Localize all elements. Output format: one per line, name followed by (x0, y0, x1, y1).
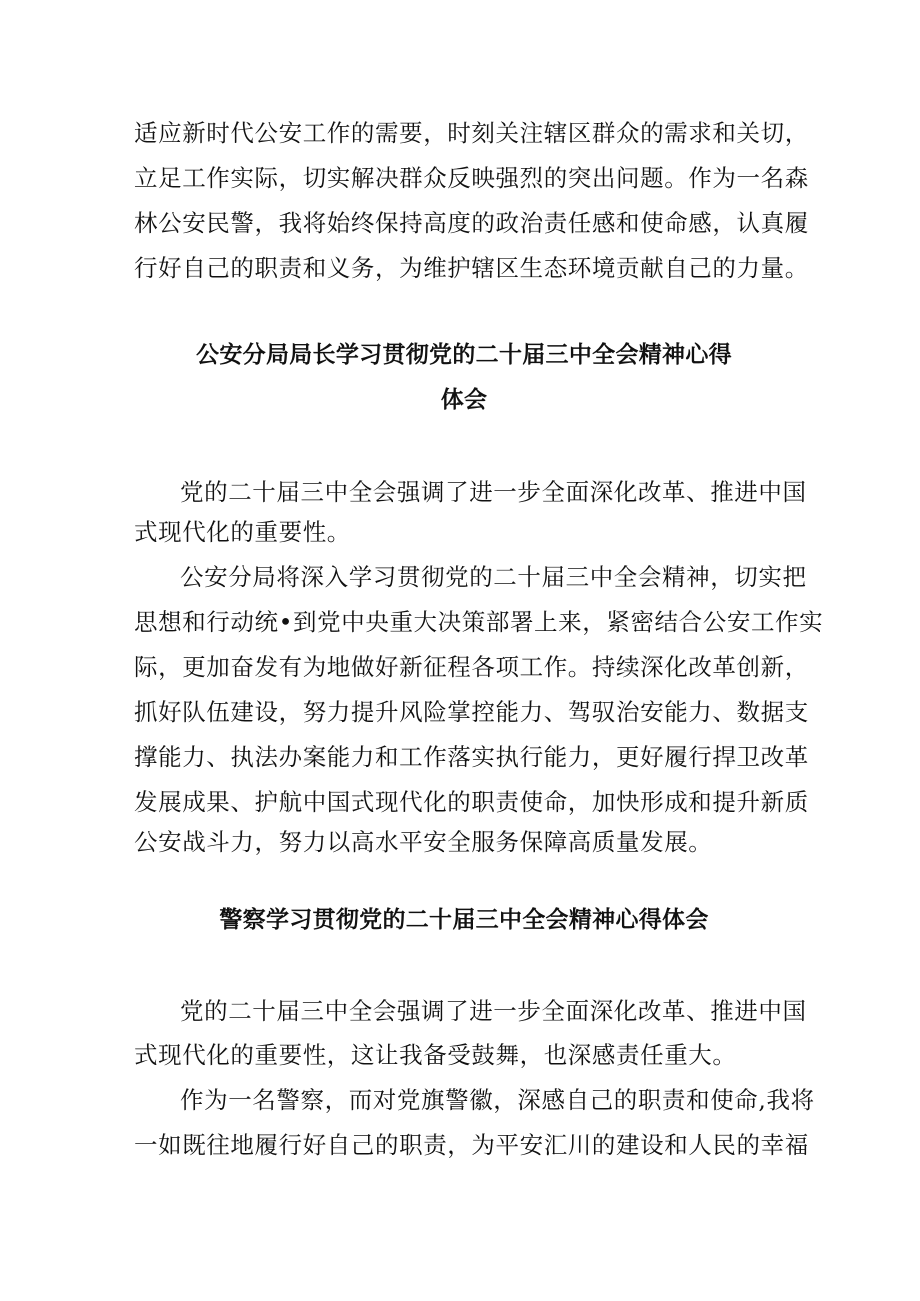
intro-line: 行好自己的职责和义务，为维护辖区生态环境贡献自己的力量。 (134, 254, 809, 282)
paragraph-line: 式现代化的重要性，这让我备受鼓舞，也深感责任重大。 (134, 1041, 737, 1069)
paragraph-line: 发展成果、护航中国式现代化的职责使命，加快形成和提升新质 (134, 788, 809, 816)
paragraph-line: 公安战斗力，努力以高水平安全服务保障高质量发展。 (134, 828, 713, 856)
paragraph-line: 际，更加奋发有为地做好新征程各项工作。持续深化改革创新， (134, 653, 809, 681)
paragraph-line: 思想和行动统•到党中央重大决策部署上来，紧密结合公安工作实 (134, 608, 824, 636)
section-heading: 公安分局局长学习贯彻党的二十届三中全会精神心得 (196, 342, 732, 368)
paragraph-line: 一如既往地履行好自己的职责，为平安汇川的建设和人民的幸福 (134, 1131, 809, 1159)
paragraph-line: 作为一名警察，而对党旗警徽，深感自己的职责和使命,我将 (180, 1086, 815, 1114)
paragraph-line: 式现代化的重要性。 (134, 518, 351, 546)
paragraph-line: 党的二十届三中全会强调了进一步全面深化改革、推进中国 (180, 478, 807, 506)
paragraph-line: 公安分局将深入学习贯彻党的二十届三中全会精神，切实把 (180, 563, 807, 591)
paragraph-line: 撑能力、执法办案能力和工作落实执行能力，更好履行捍卫改革 (134, 743, 809, 771)
paragraph-line: 抓好队伍建设，努力提升风险掌控能力、驾驭治安能力、数据支 (134, 698, 809, 726)
paragraph-line: 党的二十届三中全会强调了进一步全面深化改革、推进中国 (180, 997, 807, 1025)
intro-line: 林公安民警，我将始终保持高度的政治责任感和使命感，认真履 (134, 209, 809, 237)
section-heading-continued: 体会 (440, 387, 488, 413)
intro-line: 立足工作实际，切实解决群众反映强烈的突出问题。作为一名森 (134, 164, 809, 192)
intro-line: 适应新时代公安工作的需要，时刻关注辖区群众的需求和关切， (134, 119, 809, 147)
section-heading: 警察学习贯彻党的二十届三中全会精神心得体会 (219, 907, 709, 933)
